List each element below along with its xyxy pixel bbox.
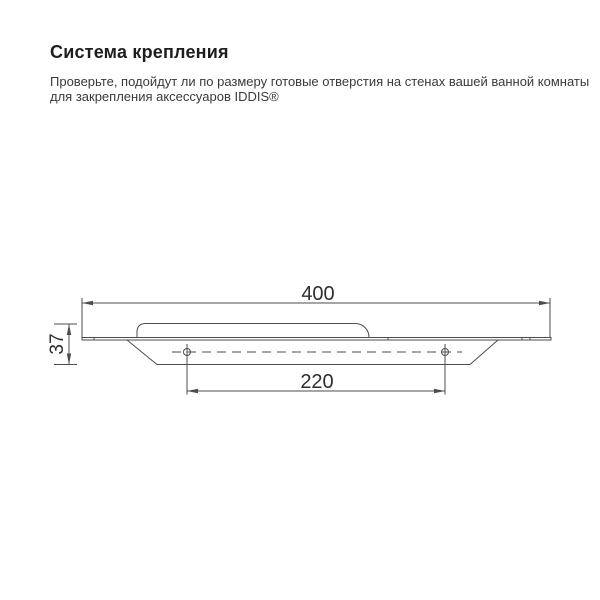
- dim-height-label: 37: [47, 333, 68, 355]
- page-title: Система крепления: [50, 42, 229, 62]
- arrow-left-icon: [187, 389, 198, 393]
- page-description: [50, 75, 589, 104]
- arrow-left-icon: [82, 301, 93, 305]
- mounting-holes: [172, 344, 462, 360]
- description-line-1: Проверьте, подойдут ли по размеру готовые отверстия на стенах вашей ванной комнаты: [50, 74, 590, 89]
- dim-hole-spacing-label: 220: [300, 371, 334, 393]
- shelf-rail: [137, 324, 369, 338]
- dimension-width: [82, 283, 550, 338]
- arrow-up-icon: [67, 324, 71, 335]
- shelf-plate: [82, 338, 551, 341]
- header: [50, 42, 589, 104]
- arrow-right-icon: [539, 301, 550, 305]
- dim-width-label: 400: [301, 283, 335, 305]
- description-line-2: для закрепления аксессуаров IDDIS®: [50, 88, 279, 104]
- arrow-right-icon: [434, 389, 445, 393]
- dimension-height: [47, 324, 77, 365]
- dimension-hole-spacing: [187, 360, 445, 395]
- mounting-diagram: [0, 270, 600, 410]
- shelf-profile: [82, 324, 551, 365]
